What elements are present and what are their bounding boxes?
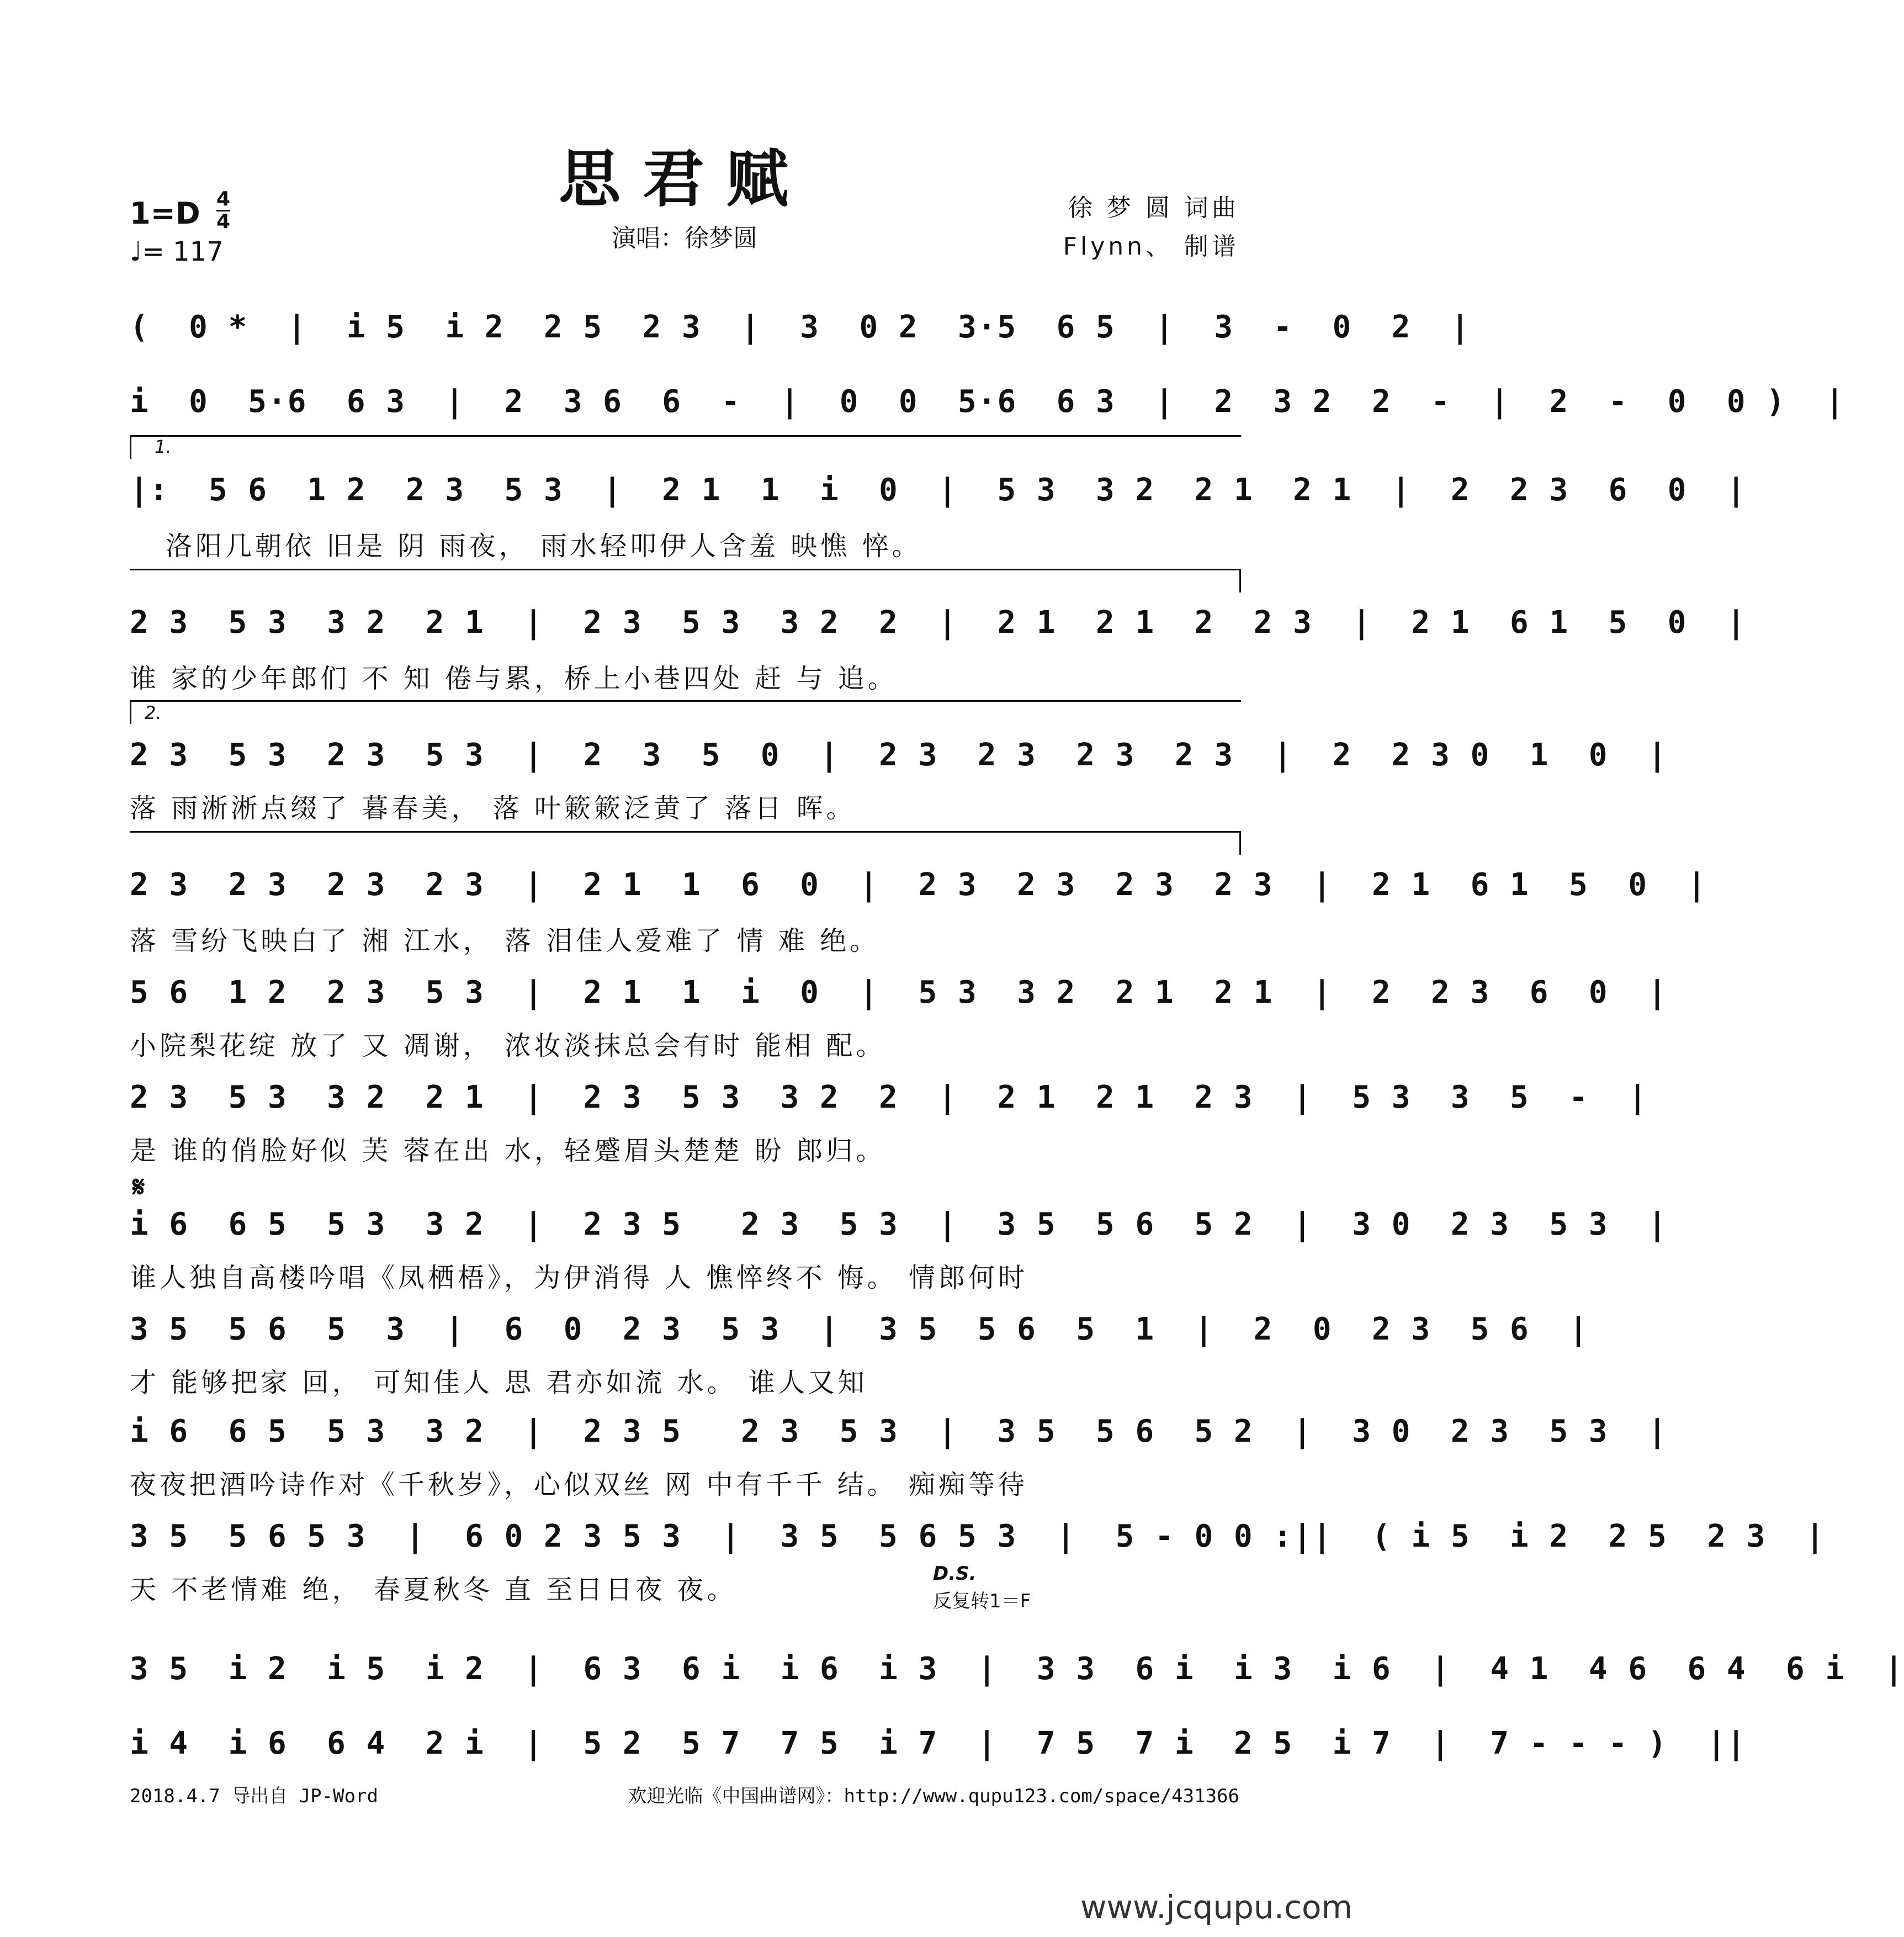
notation-line: 2 3 2 3 2 3 2 3 | 2 1 1 6 0 | 2 3 2 3 2 3 2 3 | 2 1 6 1 5 0 |: [130, 867, 1707, 903]
key-signature: 1=D: [130, 196, 200, 231]
notation-line: i 0 5·6 6 3 | 2 3 6 6 - | 0 0 5·6 6 3 | 2 3 2 2 - | 2 - 0 0 ) |: [130, 384, 1845, 420]
site-credit: 欢迎光临《中国曲谱网》：http://www.qupu123.com/space/431366: [628, 1785, 1239, 1807]
tempo-marking: ♩= 117: [130, 236, 224, 267]
time-signature-top: 4: [216, 188, 231, 210]
performer: 演唱：徐梦圆: [612, 224, 757, 252]
lyric-line: 小院梨花绽 放了 又 凋谢， 浓妆淡抹总会有时 能相 配。: [130, 1030, 886, 1061]
notation-line: i 6 6 5 5 3 3 2 | 2 3 5 2 3 5 3 | 3 5 5 6 5 2 | 3 0 2 3 5 3 |: [130, 1206, 1668, 1242]
lyric-line: 天 不老情难 绝， 春夏秋冬 直 至日日夜 夜。: [130, 1574, 737, 1605]
notation-line: 5 6 1 2 2 3 5 3 | 2 1 1 i 0 | 5 3 3 2 2 1 2 1 | 2 2 3 6 0 |: [130, 975, 1668, 1010]
lyricist-composer: 徐 梦 圆 词曲: [1068, 194, 1239, 222]
notation-line: 3 5 5 6 5 3 | 6 0 2 3 5 3 | 3 5 5 6 5 1 | 2 0 2 3 5 6 |: [130, 1311, 1589, 1347]
lyric-line: 是 谁的俏脸好似 芙 蓉在出 水，轻蹙眉头楚楚 盼 郎归。: [130, 1135, 886, 1166]
lyric-line: 谁人独自高楼吟唱《凤栖梧》，为伊消得 人 憔悴终不 悔。 情郎何时: [130, 1262, 1028, 1293]
lyric-line: 谁 家的少年郎们 不 知 倦与累，桥上小巷四处 赶 与 追。: [130, 663, 898, 694]
volta-bracket: [130, 700, 1241, 724]
notation-line: 2 3 5 3 2 3 5 3 | 2 3 5 0 | 2 3 2 3 2 3 2 3 | 2 2 3 0 1 0 |: [130, 737, 1668, 773]
lyric-line: 落 雪纷飞映白了 湘 江水， 落 泪佳人爱难了 情 难 绝。: [130, 925, 880, 956]
notation-line: i 4 i 6 6 4 2 i | 5 2 5 7 7 5 i 7 | 7 5 7 i 2 5 i 7 | 7 - - - ) ||: [130, 1726, 1747, 1761]
notation-line: i 6 6 5 5 3 3 2 | 2 3 5 2 3 5 3 | 3 5 5 6 5 2 | 3 0 2 3 5 3 |: [130, 1414, 1668, 1449]
volta-end-bracket: [130, 569, 1241, 592]
volta-label: 1.: [155, 436, 172, 457]
volta-bracket: [130, 435, 1241, 459]
notation-line: 3 5 5 6 5 3 | 6 0 2 3 5 3 | 3 5 5 6 5 3 | 5 - 0 0 :|| ( i 5 i 2 2 5 2 3 |: [130, 1518, 1826, 1554]
notation-line: 2 3 5 3 3 2 2 1 | 2 3 5 3 3 2 2 | 2 1 2 1 2 2 3 | 2 1 6 1 5 0 |: [130, 605, 1747, 641]
lyric-line: 洛阳几朝依 旧是 阴 雨夜， 雨水轻叩伊人含羞 映憔 悴。: [166, 531, 922, 562]
lyric-line: 才 能够把家 回， 可知佳人 思 君亦如流 水。 谁人又知: [130, 1367, 868, 1398]
lyric-line: 夜夜把酒吟诗作对《千秋岁》，心似双丝 网 中有千千 结。 痴痴等待: [130, 1469, 1028, 1500]
notation-line: |: 5 6 1 2 2 3 5 3 | 2 1 1 i 0 | 5 3 3 2 2 1 2 1 | 2 2 3 6 0 |: [130, 472, 1747, 508]
time-signature-bottom: 4: [216, 210, 231, 233]
lyric-line: 落 雨淅淅点缀了 暮春美， 落 叶簌簌泛黄了 落日 晖。: [130, 793, 856, 824]
ds-instruction: 反复转1＝F: [933, 1590, 1031, 1612]
volta-label: 2.: [145, 702, 162, 723]
arranger: Flynn、 制谱: [1063, 232, 1239, 261]
segno-sign: 𝄋: [132, 1171, 145, 1204]
ds-mark: D.S.: [933, 1563, 977, 1585]
notation-line: 3 5 i 2 i 5 i 2 | 6 3 6 i i 6 i 3 | 3 3 6 i i 3 i 6 | 4 1 4 6 6 4 6 i |: [130, 1651, 1904, 1687]
notation-line: ( 0 * | i 5 i 2 2 5 2 3 | 3 0 2 3·5 6 5 | 3 - 0 2 |: [130, 309, 1471, 345]
export-note: 2018.4.7 导出自 JP-Word: [130, 1785, 378, 1807]
volta-end-bracket: [130, 831, 1241, 855]
watermark: www.jcqupu.com: [1080, 1888, 1353, 1926]
page-title: 思君赋: [559, 143, 810, 215]
notation-line: 2 3 5 3 3 2 2 1 | 2 3 5 3 3 2 2 | 2 1 2 1 2 3 | 5 3 3 5 - |: [130, 1079, 1648, 1115]
